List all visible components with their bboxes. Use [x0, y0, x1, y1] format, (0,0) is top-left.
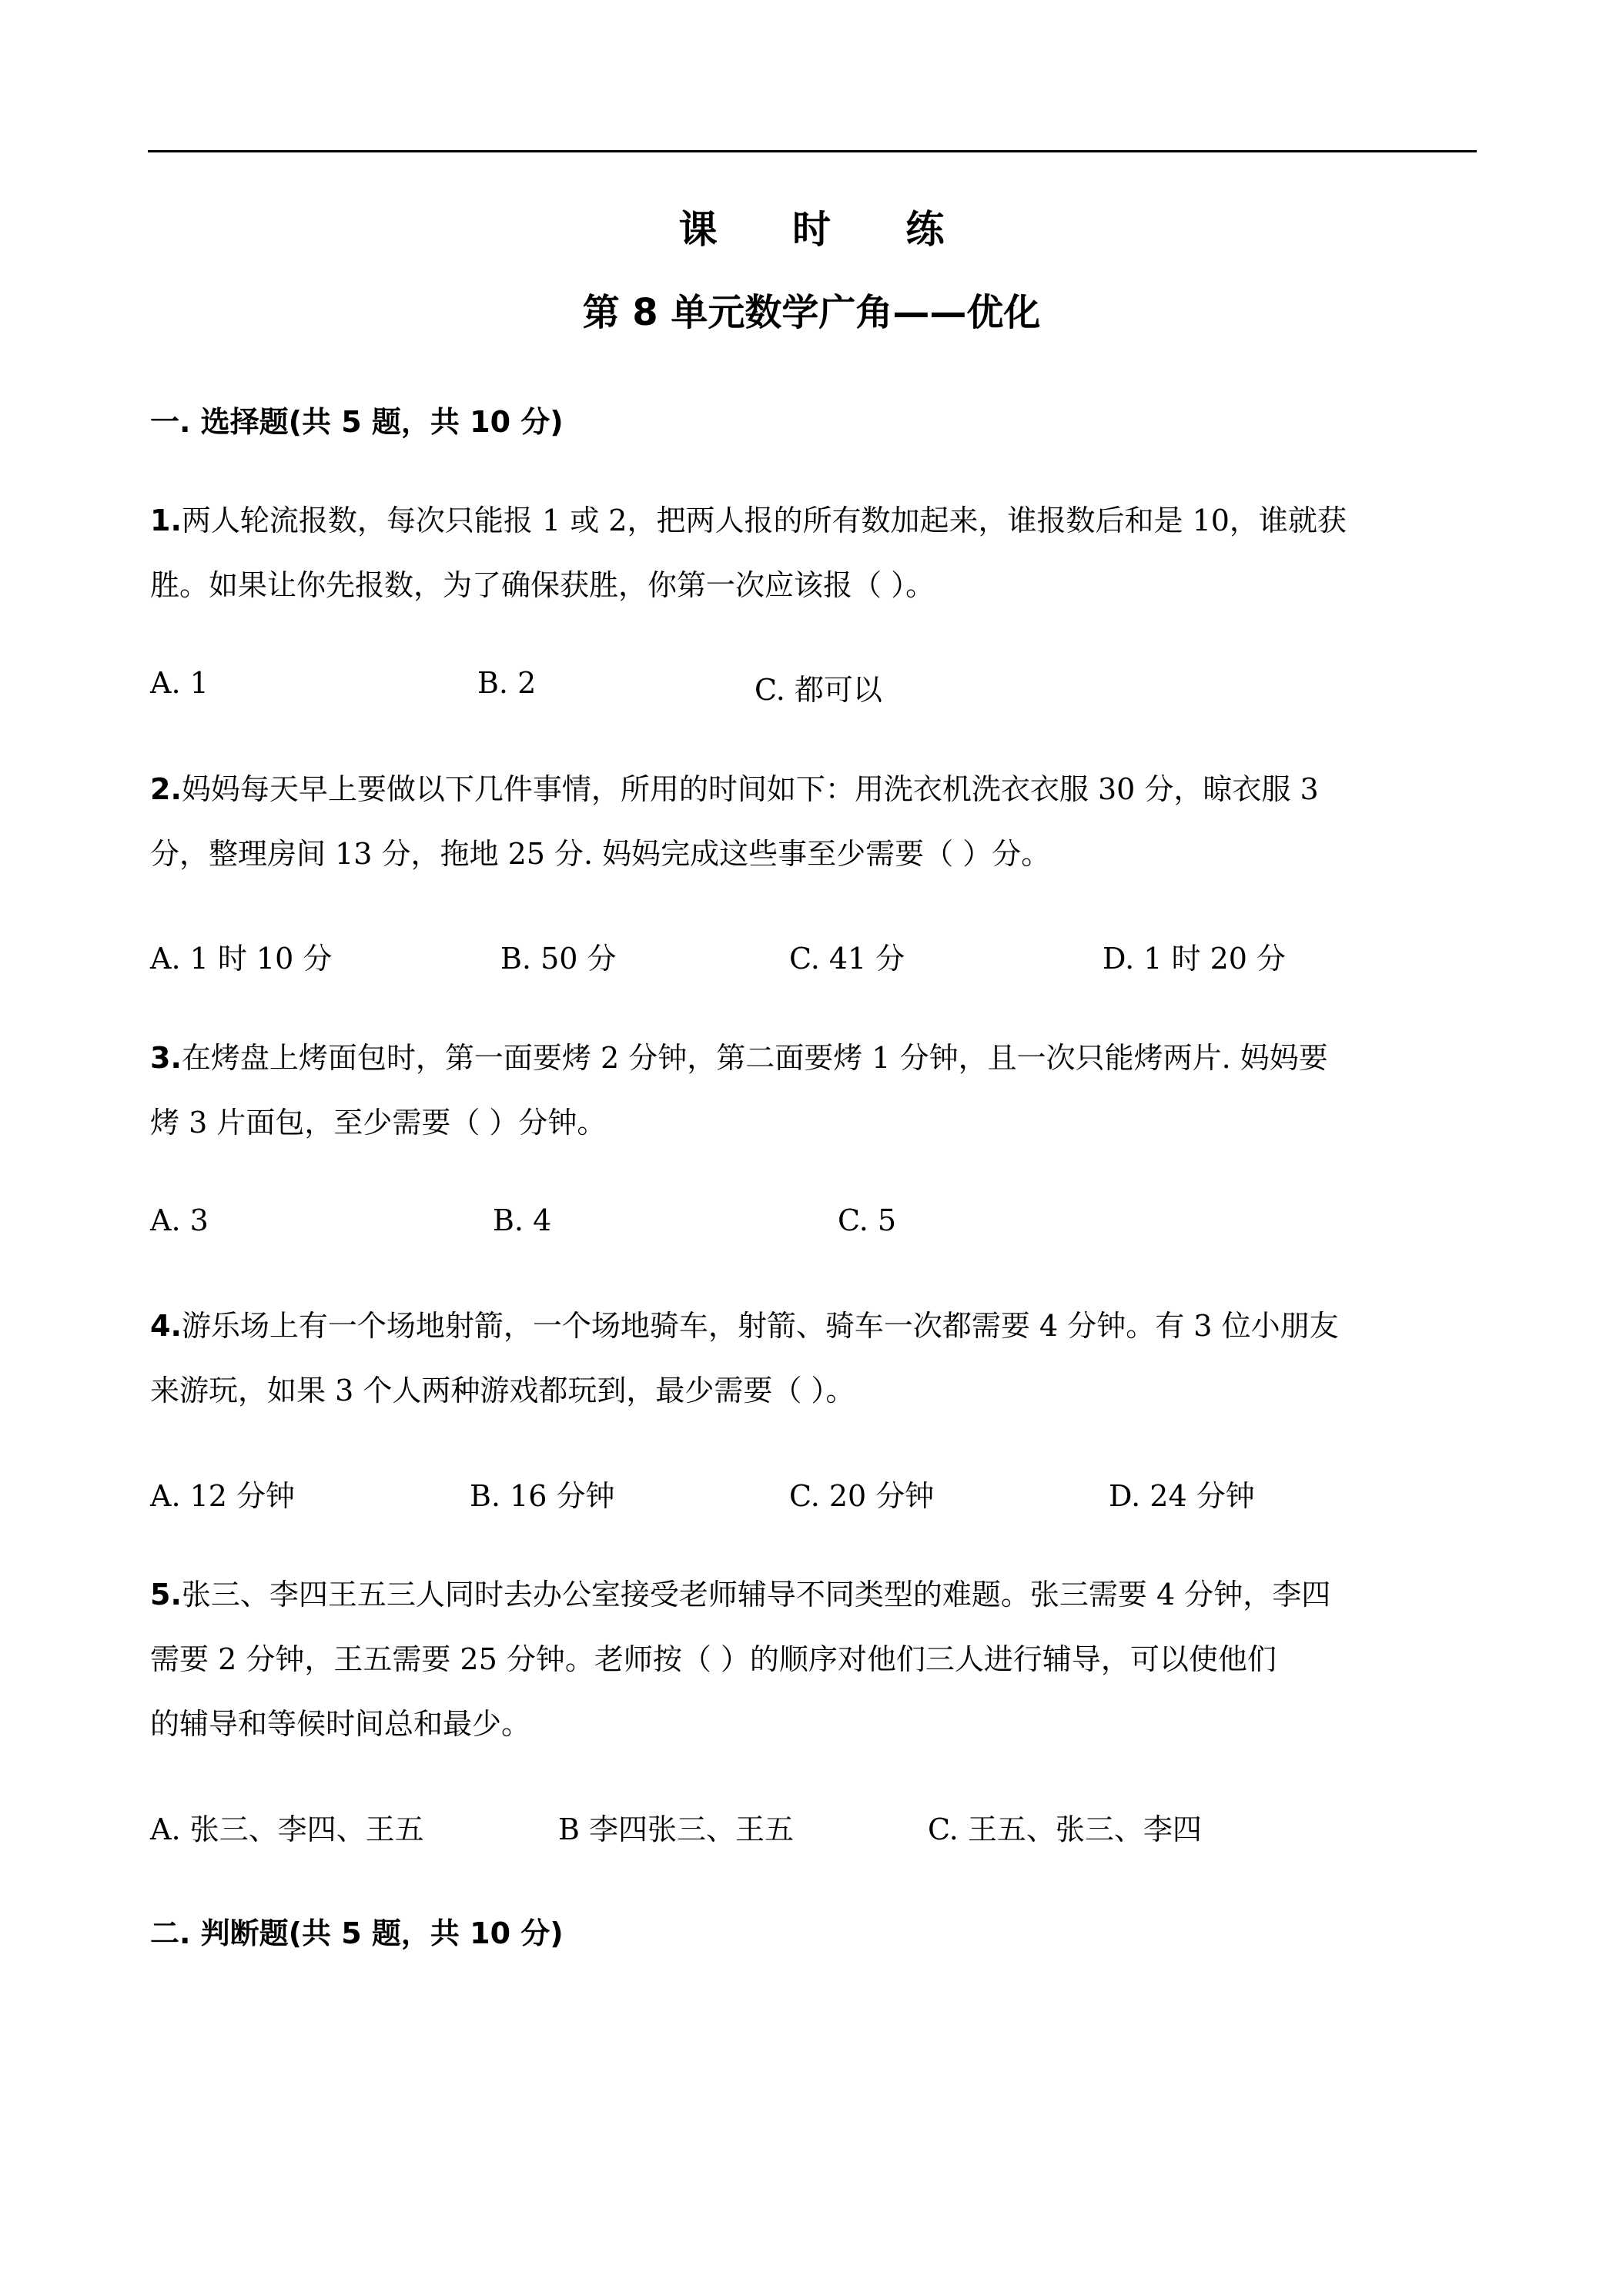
question-2-option-d: D. 1 时 20 分 [1103, 942, 1287, 976]
question-4-options [150, 1472, 1478, 1511]
question-5-line-3: 的辅导和等候时间总和最少。 [150, 1707, 531, 1741]
question-3-line-2: 烤 3 片面包，至少需要（ ）分钟。 [150, 1106, 607, 1140]
question-4-option-a: A. 12 分钟 [150, 1479, 296, 1513]
question-3-option-c: C. 5 [838, 1203, 897, 1237]
section-heading-choice: 一. 选择题(共 5 题，共 10 分) [150, 405, 564, 439]
question-5-option-a: A. 张三、李四、王五 [150, 1812, 424, 1846]
question-2 [150, 757, 1478, 886]
question-2-options [150, 935, 1478, 976]
question-2-option-b: B. 50 分 [500, 942, 617, 976]
question-5-option-c: C. 王五、张三、李四 [928, 1812, 1202, 1846]
question-3-number: 3. [150, 1041, 182, 1075]
question-4-option-b: B. 16 分钟 [470, 1479, 615, 1513]
question-5-number: 5. [150, 1578, 182, 1612]
question-1-option-b: B. 2 [477, 666, 537, 700]
question-4-number: 4. [150, 1309, 182, 1343]
page-title: 课 时 练 [678, 207, 975, 252]
question-1-line-2: 胜。如果让你先报数，为了确保获胜，你第一次应该报（ ）。 [150, 568, 935, 602]
question-4-option-d: D. 24 分钟 [1109, 1479, 1255, 1513]
question-5-line-2: 需要 2 分钟，王五需要 25 分钟。老师按（ ）的顺序对他们三人进行辅导，可以使他们 [150, 1642, 1277, 1676]
question-2-line-1: 2.妈妈每天早上要做以下几件事情，所用的时间如下：用洗衣机洗衣衣服 30 分，晾衣服 3 [150, 772, 1319, 806]
question-3-line-1: 3.在烤盘上烤面包时，第一面要烤 2 分钟，第二面要烤 1 分钟，且一次只能烤两片. 妈妈要 [150, 1041, 1328, 1075]
question-4 [150, 1294, 1478, 1423]
question-2-line-2: 分，整理房间 13 分，拖地 25 分. 妈妈完成这些事至少需要（ ）分。 [150, 837, 1051, 871]
question-3-option-a: A. 3 [150, 1203, 209, 1237]
question-4-option-c: C. 20 分钟 [789, 1479, 935, 1513]
question-5-options [150, 1806, 1478, 1844]
question-2-number: 2. [150, 772, 182, 806]
header-rule [148, 150, 1477, 152]
question-1 [150, 488, 1478, 618]
question-5-line-1: 5.张三、李四王五三人同时去办公室接受老师辅导不同类型的难题。张三需要 4 分钟，李四 [150, 1578, 1331, 1612]
question-3-options [150, 1203, 1478, 1242]
question-4-line-1: 4.游乐场上有一个场地射箭，一个场地骑车，射箭、骑车一次都需要 4 分钟。有 3 位小朋友 [150, 1309, 1339, 1343]
question-1-number: 1. [150, 504, 182, 537]
question-5-option-b: B 李四张三、王五 [558, 1812, 795, 1846]
question-1-option-c: C. 都可以 [755, 673, 882, 707]
question-3 [150, 1026, 1478, 1155]
question-4-line-2: 来游玩，如果 3 个人两种游戏都玩到，最少需要（ ）。 [150, 1374, 855, 1407]
page-subtitle: 第 8 单元数学广角——优化 [582, 291, 1041, 334]
question-1-options [150, 666, 1478, 705]
question-2-option-c: C. 41 分 [789, 942, 905, 976]
question-1-line-1: 1.两人轮流报数，每次只能报 1 或 2，把两人报的所有数加起来，谁报数后和是 10，谁就获 [150, 504, 1347, 537]
question-2-option-a: A. 1 时 10 分 [150, 942, 333, 976]
question-3-option-b: B. 4 [493, 1203, 552, 1237]
question-5 [150, 1562, 1478, 1756]
section-heading-judgment: 二. 判断题(共 5 题，共 10 分) [150, 1916, 564, 1950]
question-1-option-a: A. 1 [150, 666, 209, 700]
